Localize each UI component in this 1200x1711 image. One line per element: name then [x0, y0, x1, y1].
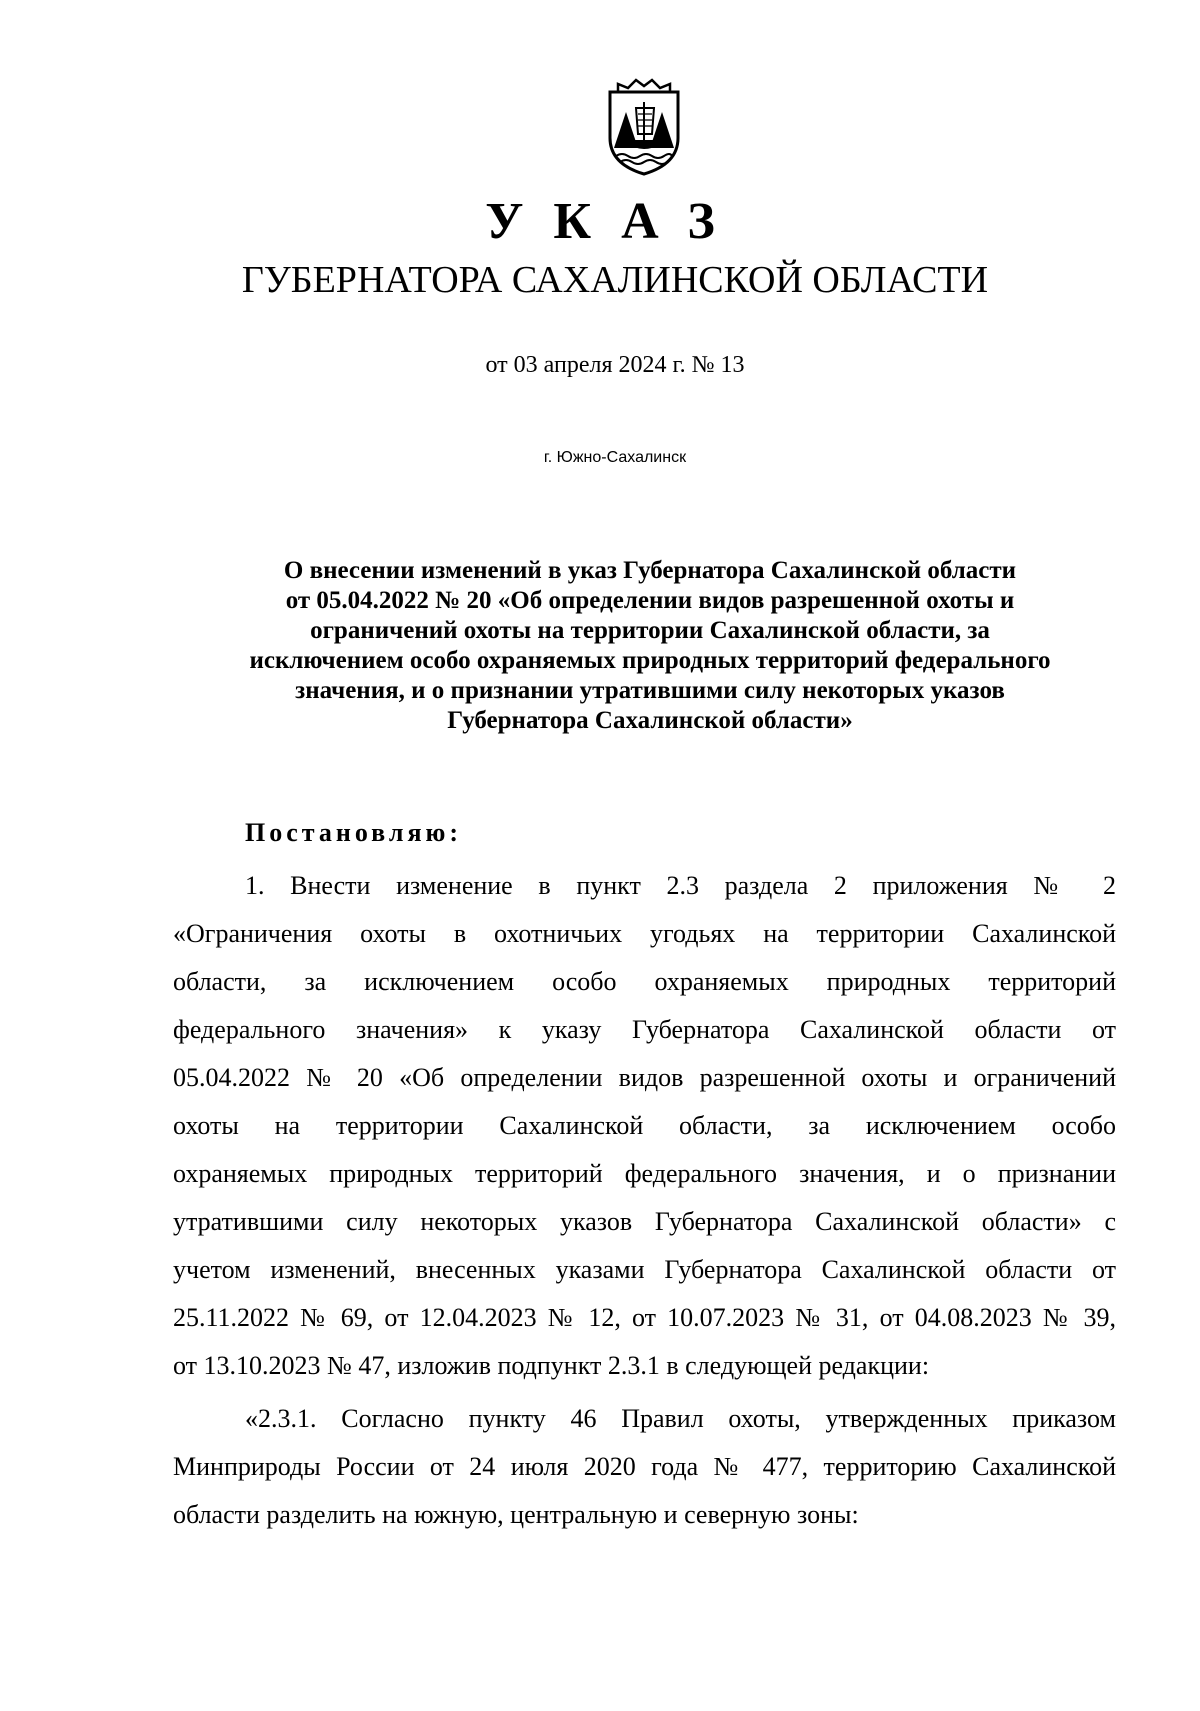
- body-line: учетом изменений, внесенных указами Губернатора Сахалинской области от: [173, 1255, 1116, 1284]
- city-label: г. Южно-Сахалинск: [543, 449, 687, 466]
- document-title: УКАЗ: [485, 193, 745, 250]
- coat-of-arms-icon: [600, 78, 688, 178]
- heading-line: О внесении изменений в указ Губернатора Сахалинской области: [283, 557, 1017, 584]
- heading-line: Губернатора Сахалинской области»: [447, 707, 853, 734]
- date-and-number: от 03 апреля 2024 г. № 13: [485, 352, 745, 378]
- body-line: от 13.10.2023 № 47, изложив подпункт 2.3.1 в следующей редакции:: [173, 1351, 930, 1380]
- paragraph-2: [173, 1395, 1116, 1539]
- body-line: 25.11.2022 № 69, от 12.04.2023 № 12, от 10.07.2023 № 31, от 04.08.2023 № 39,: [173, 1303, 1116, 1332]
- body-line: охоты на территории Сахалинской области, за исключением особо: [173, 1111, 1116, 1140]
- coat-of-arms-emblem: [600, 78, 688, 178]
- body-line: охраняемых природных территорий федерального значения, и о признании: [173, 1159, 1116, 1188]
- heading-line: исключением особо охраняемых природных территорий федерального: [249, 647, 1051, 674]
- heading-line: ограничений охоты на территории Сахалинской области, за: [310, 617, 990, 644]
- body-line: области, за исключением особо охраняемых природных территорий: [173, 967, 1116, 996]
- body-line: области разделить на южную, центральную и северную зоны:: [173, 1500, 859, 1529]
- document-body: [173, 862, 1116, 1539]
- body-line: Минприроды России от 24 июля 2020 года № 477, территорию Сахалинской: [173, 1452, 1116, 1481]
- body-line: «2.3.1. Согласно пункту 46 Правил охоты, утвержденных приказом: [245, 1404, 1116, 1433]
- body-line: утратившими силу некоторых указов Губернатора Сахалинской области» с: [173, 1207, 1116, 1236]
- paragraph-1: [173, 862, 1116, 1390]
- document-heading: [170, 556, 1130, 736]
- heading-line: значения, и о признании утратившими силу некоторых указов: [295, 677, 1005, 704]
- heading-line: от 05.04.2022 № 20 «Об определении видов разрешенной охоты и: [285, 587, 1015, 614]
- decree-word: Постановляю:: [245, 818, 463, 847]
- body-line: федерального значения» к указу Губернатора Сахалинской области от: [173, 1015, 1116, 1044]
- issuer-title: ГУБЕРНАТОРА САХАЛИНСКОЙ ОБЛАСТИ: [241, 259, 989, 301]
- body-line: «Ограничения охоты в охотничьих угодьях на территории Сахалинской: [173, 919, 1116, 948]
- body-line: 1. Внести изменение в пункт 2.3 раздела 2 приложения № 2: [245, 871, 1116, 900]
- body-line: 05.04.2022 № 20 «Об определении видов разрешенной охоты и ограничений: [173, 1063, 1116, 1092]
